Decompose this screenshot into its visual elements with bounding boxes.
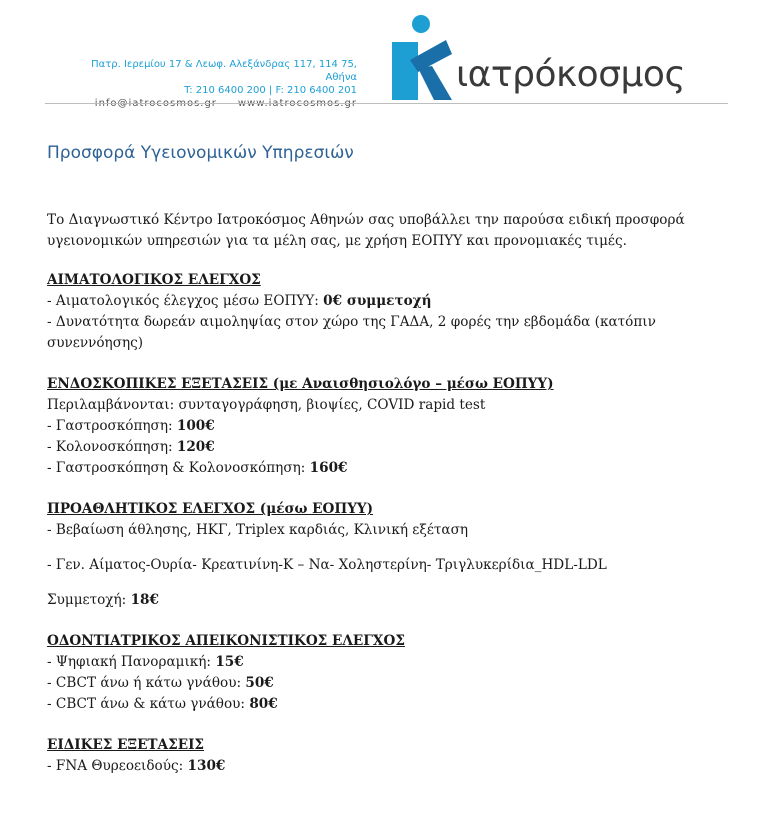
- list-item: - Βεβαίωση άθλησης, ΗΚΓ, Triplex καρδιάς, Κλινική εξέταση: [47, 522, 468, 538]
- logo-icon: [388, 14, 454, 100]
- section-title: ΕΙΔΙΚΕΣ ΕΞΕΤΑΣΕΙΣ: [47, 737, 205, 753]
- list-item: - Αιματολογικός έλεγχος μέσω ΕΟΠΥΥ: 0€ συμμετοχή: [47, 293, 432, 309]
- list-item: - FNA Θυρεοειδούς: 130€: [47, 758, 226, 774]
- list-item: - Ψηφιακή Πανοραμική: 15€: [47, 654, 244, 670]
- section-title: ΠΡΟΑΘΛΗΤΙΚΟΣ ΕΛΕΓΧΟΣ (μέσω ΕΟΠΥΥ): [47, 501, 374, 517]
- header-divider: [45, 103, 728, 104]
- section-title: ΟΔΟΝΤΙΑΤΡΙΚΟΣ ΑΠΕΙΚΟΝΙΣΤΙΚΟΣ ΕΛΕΓΧΟΣ: [47, 633, 405, 649]
- page-title: Προσφορά Υγειονομικών Υπηρεσιών: [47, 143, 354, 163]
- list-item: - Κολονοσκόπηση: 120€: [47, 439, 215, 455]
- offer-content: [47, 210, 707, 797]
- section-dental-imaging: [47, 631, 707, 715]
- list-item: - CBCT άνω ή κάτω γνάθου: 50€: [47, 675, 274, 691]
- section-title: ΑΙΜΑΤΟΛΟΓΙΚΟΣ ΕΛΕΓΧΟΣ: [47, 272, 261, 288]
- list-item: - Γαστροσκόπηση: 100€: [47, 418, 215, 434]
- list-item: - Γαστροσκόπηση & Κολονοσκόπηση: 160€: [47, 460, 348, 476]
- intro-paragraph: Το Διαγνωστικό Κέντρο Ιατροκόσμος Αθηνών σας υποβάλλει την παρούσα ειδική προσφορά υγειονομικών υπηρεσιών για τα μέλη σας, με χρήση ΕΟΠΥΥ και προνομιακές τιμές.: [47, 212, 685, 249]
- header-address: Πατρ. Ιερεμίου 17 & Λεωφ. Αλεξάνδρας 117, 114 75, Αθήνα: [91, 59, 357, 83]
- list-item: - Δυνατότητα δωρεάν αιμοληψίας στον χώρο της ΓΑΔΑ, 2 φορές την εβδομάδα (κατόπιν συνεννόησης): [47, 314, 656, 351]
- section-pre-athletic: [47, 499, 707, 611]
- list-item: Συμμετοχή: 18€: [47, 592, 159, 608]
- section-blood-tests: [47, 270, 707, 354]
- section-endoscopy: [47, 374, 707, 479]
- list-item: - CBCT άνω & κάτω γνάθου: 80€: [47, 696, 278, 712]
- section-title: ΕΝΔΟΣΚΟΠΙΚΕΣ ΕΞΕΤΑΣΕΙΣ (με Αναισθησιολόγο – μέσω ΕΟΠΥΥ): [47, 376, 554, 392]
- header-phone: T: 210 6400 200 | F: 210 6400 201: [184, 85, 357, 96]
- list-item: - Γεν. Αίματος-Ουρία- Κρεατινίνη-Κ – Να- Χοληστερίνη- Τριγλυκερίδια_HDL-LDL: [47, 557, 607, 573]
- logo-wordmark: ιατρόκοσμος: [456, 54, 686, 95]
- list-item: Περιλαμβάνονται: συνταγογράφηση, βιοψίες, COVID rapid test: [47, 397, 486, 413]
- section-special-tests: [47, 735, 707, 777]
